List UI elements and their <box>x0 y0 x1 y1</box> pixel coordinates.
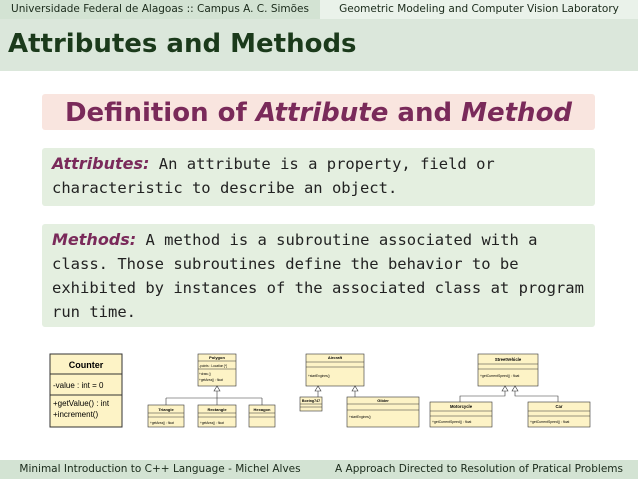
triangle-name: Triangle <box>158 407 174 412</box>
aircraft-method: +startEngines() <box>308 374 330 378</box>
motorcycle-name: Motorcycle <box>449 404 473 409</box>
rectangle-name: Rectangle <box>207 407 227 412</box>
street-vehicle-name: StreetVehicle <box>494 357 522 362</box>
motorcycle-method: +getCurrentSpeed() : float <box>432 420 472 424</box>
counter-class <box>50 354 122 427</box>
counter-name: Counter <box>68 360 104 370</box>
polygon-attribute: -points : Location [*] <box>199 364 228 368</box>
attributes-text: An attribute is a property, field or characteristic to describe an object. <box>52 155 495 197</box>
definition-prefix: Definition of <box>64 98 256 128</box>
polygon-method-1: +draw () <box>199 372 211 376</box>
rectangle-method: +getArea() : float <box>200 421 224 425</box>
aircraft-name: Aircraft <box>327 355 343 360</box>
aircraft-hierarchy <box>300 354 419 427</box>
counter-method-1: +getValue() : int <box>53 399 110 408</box>
polygon-hierarchy <box>148 354 275 427</box>
car-method: +getCurrentSpeed() : float <box>530 420 570 424</box>
definition-method: Method <box>461 98 573 128</box>
counter-attribute: -value : int = 0 <box>53 381 104 390</box>
footer-bar <box>0 460 638 479</box>
polygon-method-2: +getArea() : float <box>199 378 223 382</box>
triangle-method: +getArea() : float <box>150 421 174 425</box>
vehicle-hierarchy <box>430 354 590 427</box>
hexagon-name: Hexagon <box>253 407 271 412</box>
frame-title: Attributes and Methods <box>8 29 357 59</box>
attributes-term: Attributes: <box>52 154 150 173</box>
definition-attribute: Attribute <box>255 98 389 128</box>
boeing-name: Boeing747 <box>301 399 321 403</box>
street-vehicle-method: +getCurrentSpeed() : float <box>480 374 520 378</box>
definition-middle: and <box>388 98 462 128</box>
footer-author: Minimal Introduction to C++ Language - Michel Alves <box>0 460 320 479</box>
polygon-name: Polygon <box>209 355 225 360</box>
header-lab: Geometric Modeling and Computer Vision Laboratory <box>320 0 638 19</box>
methods-text: A method is a subroutine associated with a class. Those subroutines define the behavior to be exhibited by instances of the associated class at program run time. <box>52 231 584 321</box>
car-name: Car <box>555 404 563 409</box>
glider-name: Glider <box>377 398 389 403</box>
footer-subtitle: A Approach Directed to Resolution of Pratical Problems <box>320 460 638 479</box>
glider-method: +startEngines() <box>349 415 371 419</box>
methods-term: Methods: <box>52 230 137 249</box>
counter-method-2: +increment() <box>53 410 99 419</box>
header-institution: Universidade Federal de Alagoas :: Campus A. C. Simões <box>0 0 320 19</box>
